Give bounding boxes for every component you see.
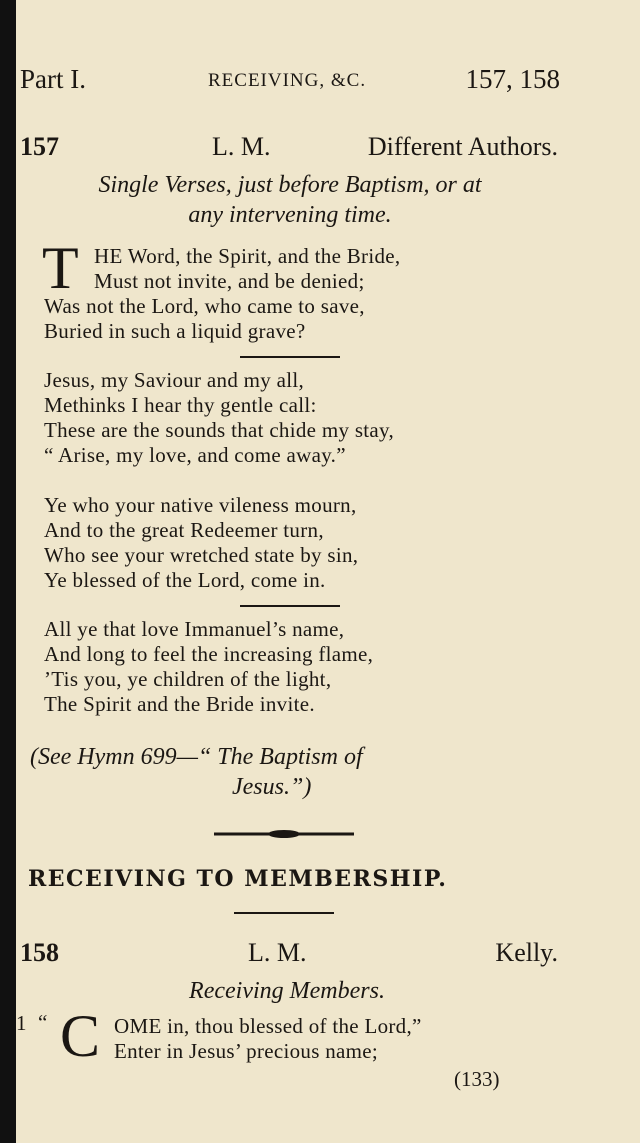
- stanza-divider: [240, 356, 340, 358]
- hymn-158-header: [20, 938, 558, 972]
- ornamental-divider: [214, 828, 354, 840]
- drop-cap: T: [42, 235, 79, 301]
- hymn-range: 157, 158: [465, 64, 560, 94]
- verse-line: Methinks I hear thy gentle call:: [44, 393, 317, 417]
- section-running-title: RECEIVING, &C.: [208, 70, 367, 91]
- part-label: Part I.: [20, 64, 86, 94]
- stanza-divider: [240, 605, 340, 607]
- verse-line: Ye blessed of the Lord, come in.: [44, 568, 326, 592]
- running-header: [20, 64, 560, 100]
- cross-reference-line-1: (See Hymn 699—“ The Baptism of: [30, 744, 363, 770]
- verse-line: Enter in Jesus’ precious name;: [114, 1039, 379, 1063]
- verse-line: And long to feel the increasing flame,: [44, 642, 374, 666]
- verse-line: “ Arise, my love, and come away.”: [44, 443, 346, 467]
- hymn-author: Different Authors.: [367, 132, 558, 161]
- verse-line: Must not invite, and be denied;: [94, 269, 365, 293]
- drop-cap: C: [60, 1003, 101, 1069]
- hymn-157-title-line-2: any intervening time.: [188, 202, 392, 228]
- hymn-157-title-line-1: Single Verses, just before Baptism, or at: [98, 172, 482, 198]
- hymn-meter: L. M.: [212, 132, 271, 161]
- verse-line: ’Tis you, ye children of the light,: [44, 667, 332, 691]
- hymn-number: 157: [20, 132, 59, 161]
- verse-line: Buried in such a liquid grave?: [44, 319, 306, 343]
- hymn-157-header: [20, 132, 558, 166]
- hymn-158-title: Receiving Members.: [189, 978, 385, 1004]
- hymn-number: 158: [20, 938, 59, 967]
- cross-reference-line-2: Jesus.”): [232, 774, 312, 800]
- verse-line: Who see your wretched state by sin,: [44, 543, 359, 567]
- section-heading: RECEIVING TO MEMBERSHIP.: [28, 866, 448, 892]
- verse-line: These are the sounds that chide my stay,: [44, 418, 395, 442]
- verse-line: All ye that love Immanuel’s name,: [44, 617, 345, 641]
- verse-line: The Spirit and the Bride invite.: [44, 692, 315, 716]
- opening-quote: “: [38, 1010, 48, 1034]
- verse-line: HE Word, the Spirit, and the Bride,: [94, 244, 401, 268]
- page-number: (133): [454, 1067, 500, 1091]
- verse-line: OME in, thou blessed of the Lord,”: [114, 1014, 422, 1038]
- verse-line: Ye who your native vileness mourn,: [44, 493, 357, 517]
- section-divider: [234, 912, 334, 914]
- verse-line: Jesus, my Saviour and my all,: [44, 368, 305, 392]
- verse-number: 1: [16, 1011, 27, 1035]
- verse-line: And to the great Redeemer turn,: [44, 518, 324, 542]
- verse-line: Was not the Lord, who came to save,: [44, 294, 365, 318]
- hymn-meter: L. M.: [248, 938, 307, 967]
- hymn-author: Kelly.: [495, 938, 558, 967]
